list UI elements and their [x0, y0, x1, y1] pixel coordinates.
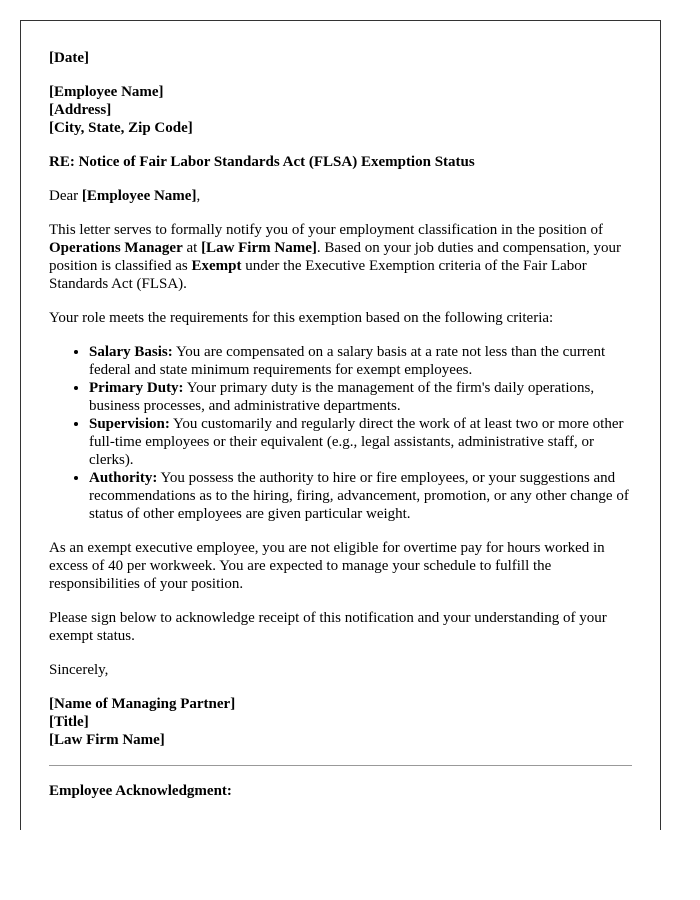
subject-text: RE: Notice of Fair Labor Standards Act (FLSA) Exemption Status	[49, 154, 475, 170]
criteria-text: You customarily and regularly direct the work of at least two or more other full-time employees or their equivalent (e.g., legal assistants, administrative staff, or clerks).	[89, 416, 624, 468]
divider	[49, 765, 632, 766]
signer-firm: [Law Firm Name]	[49, 732, 165, 748]
recipient-address: [Address]	[49, 102, 112, 118]
recipient-block	[49, 83, 632, 137]
criteria-label: Primary Duty:	[89, 380, 184, 396]
signer-title: [Title]	[49, 714, 89, 730]
salutation-name: [Employee Name]	[81, 188, 197, 204]
criteria-item	[89, 469, 632, 523]
acknowledgment-heading	[49, 782, 632, 800]
date	[49, 49, 632, 67]
subject-line	[49, 153, 632, 171]
criteria-label: Authority:	[89, 470, 158, 486]
recipient-name: [Employee Name]	[49, 84, 164, 100]
criteria-intro: Your role meets the requirements for this exemption based on the following criteria:	[49, 310, 554, 326]
criteria-text: You possess the authority to hire or fire employees, or your suggestions and recommendations as to the hiring, firing, advancement, promotion, or any other change of status of other employees are given particular weight.	[89, 470, 629, 522]
firm-name: [Law Firm Name]	[201, 240, 317, 256]
intro-text: This letter serves to formally notify you of your employment classification in the position of	[49, 222, 604, 238]
acknowledgment-heading-text: Employee Acknowledgment:	[49, 783, 232, 799]
closing: Sincerely,	[49, 662, 109, 678]
signer-block	[49, 695, 632, 749]
date-text: [Date]	[49, 50, 89, 66]
criteria-item	[89, 415, 632, 469]
criteria-text: You are compensated on a salary basis at a rate not less than the current federal and state minimum requirements for exempt employees.	[89, 344, 606, 378]
salutation-suffix: ,	[196, 188, 201, 204]
criteria-item	[89, 343, 632, 379]
intro-text: under the Executive Exemption criteria of the Fair Labor Standards Act (FLSA).	[49, 258, 587, 292]
overtime-paragraph: As an exempt executive employee, you are not eligible for overtime pay for hours worked in excess of 40 per workweek. You are expected to manage your schedule to fulfill the responsibilities of your position.	[49, 540, 605, 592]
exempt-status: Exempt	[191, 258, 242, 274]
sign-request-paragraph: Please sign below to acknowledge receipt of this notification and your understanding of your exempt status.	[49, 610, 607, 644]
recipient-city: [City, State, Zip Code]	[49, 120, 193, 136]
position-title: Operations Manager	[49, 240, 183, 256]
signer-name: [Name of Managing Partner]	[49, 696, 236, 712]
criteria-label: Supervision:	[89, 416, 170, 432]
intro-text: . Based on your job duties and compensation, your position is classified as	[49, 240, 621, 274]
criteria-list	[49, 343, 632, 523]
intro-text: at	[182, 240, 202, 256]
salutation-prefix: Dear	[49, 188, 82, 204]
intro-paragraph	[49, 221, 632, 293]
letter-page	[20, 20, 661, 830]
criteria-item	[89, 379, 632, 415]
criteria-text: Your primary duty is the management of the firm's daily operations, business processes, and administrative departments.	[89, 380, 595, 414]
criteria-label: Salary Basis:	[89, 344, 173, 360]
salutation	[49, 187, 632, 205]
